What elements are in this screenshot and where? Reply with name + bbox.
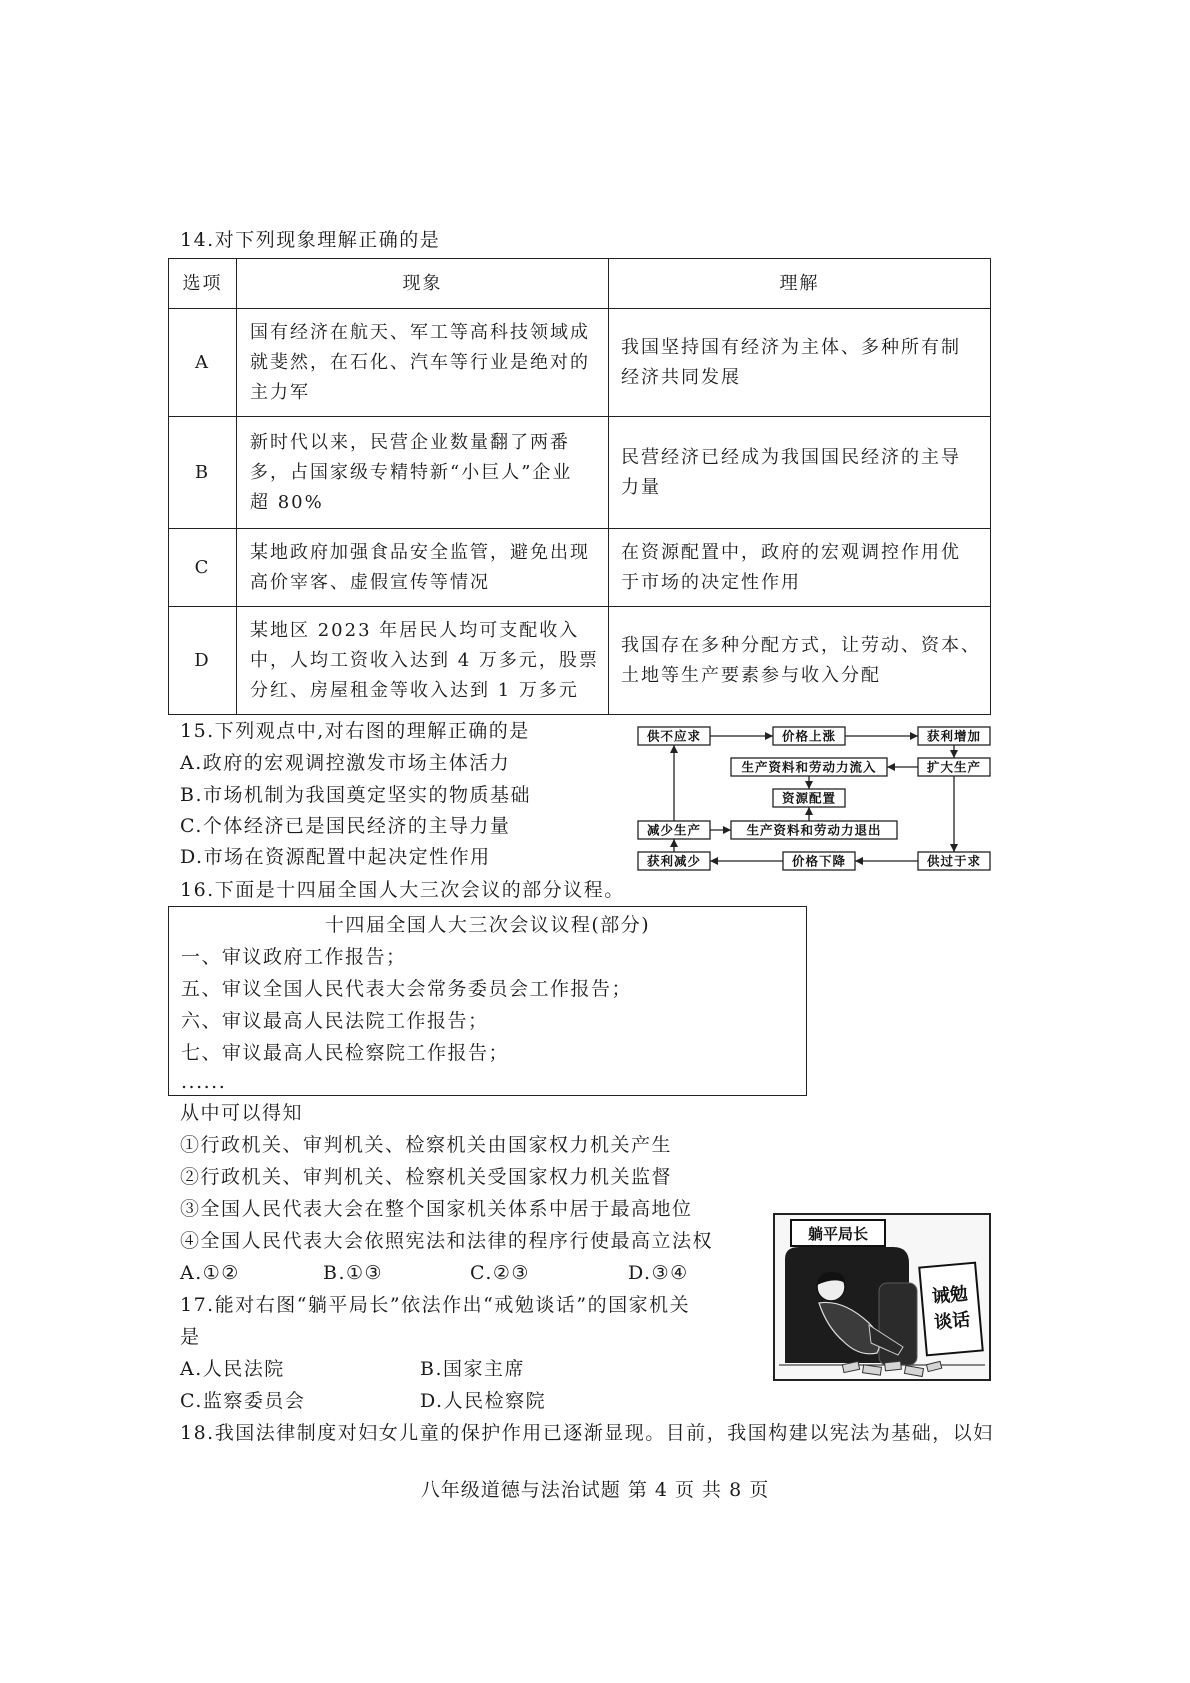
understanding-line: 我国存在多种分配方式，让劳动、资本、 bbox=[621, 634, 981, 656]
q16-option-b: B.①③ bbox=[323, 1262, 384, 1284]
q16-lead: 从中可以得知 bbox=[180, 1102, 304, 1124]
agenda-item: 七、审议最高人民检察院工作报告； bbox=[181, 1042, 510, 1064]
node-inflow-label: 生产资料和劳动力流入 bbox=[741, 759, 877, 775]
agenda-item: 五、审议全国人民代表大会常务委员会工作报告； bbox=[181, 978, 633, 1000]
q16-stem: 16.下面是十四届全国人大三次会议的部分议程。 bbox=[180, 879, 625, 901]
node-shortage-label: 供不应求 bbox=[646, 728, 702, 744]
phenomenon-cell bbox=[237, 607, 609, 715]
q17-stem-line-2: 是 bbox=[180, 1326, 201, 1348]
understanding-line: 在资源配置中，政府的宏观调控作用优 bbox=[621, 541, 961, 563]
phenomenon-cell bbox=[237, 309, 609, 417]
node-expand-label: 扩大生产 bbox=[926, 759, 982, 775]
node-outflow-label: 生产资料和劳动力退出 bbox=[746, 822, 882, 838]
phenomenon-line: 超 80% bbox=[250, 491, 324, 513]
q15-option-b: B.市场机制为我国奠定坚实的物质基础 bbox=[180, 784, 532, 806]
market-mechanism-diagram bbox=[630, 718, 995, 878]
q17-option-a: A.人民法院 bbox=[180, 1358, 285, 1380]
phenomenon-line: 新时代以来，民营企业数量翻了两番 bbox=[250, 431, 570, 453]
q17-option-c: C.监察委员会 bbox=[180, 1390, 306, 1412]
phenomenon-line: 就斐然，在石化、汽车等行业是绝对的 bbox=[250, 351, 590, 373]
header-phenomenon: 现象 bbox=[237, 259, 609, 309]
q16-option-c: C.②③ bbox=[470, 1262, 530, 1284]
understanding-line: 于市场的决定性作用 bbox=[621, 571, 801, 593]
table-row bbox=[169, 607, 991, 715]
understanding-line: 民营经济已经成为我国国民经济的主导 bbox=[621, 446, 961, 468]
node-profit-down-label: 获利减少 bbox=[646, 853, 702, 869]
q16-statement-1: ①行政机关、审判机关、检察机关由国家权力机关产生 bbox=[180, 1134, 673, 1156]
agenda-item: 六、审议最高人民法院工作报告； bbox=[181, 1010, 489, 1032]
understanding-cell bbox=[609, 309, 991, 417]
node-outflow bbox=[731, 821, 897, 839]
table-row bbox=[169, 529, 991, 607]
q15-option-a: A.政府的宏观调控激发市场主体活力 bbox=[180, 752, 511, 774]
q15-option-d: D.市场在资源配置中起决定性作用 bbox=[180, 846, 491, 868]
node-price-fall bbox=[783, 852, 855, 870]
q15-option-c: C.个体经济已是国民经济的主导力量 bbox=[180, 815, 511, 837]
option-cell: D bbox=[169, 607, 237, 715]
lying-flat-director-cartoon bbox=[773, 1213, 991, 1381]
agenda-item: 一、审议政府工作报告； bbox=[181, 946, 407, 968]
node-surplus-label: 供过于求 bbox=[926, 853, 982, 869]
q14-table bbox=[168, 258, 991, 715]
table-row bbox=[169, 417, 991, 529]
q16-option-a: A.①② bbox=[180, 1262, 240, 1284]
cartoon-sign bbox=[919, 1263, 982, 1356]
node-shortage bbox=[638, 727, 710, 745]
node-allocation bbox=[773, 789, 845, 807]
node-surplus bbox=[918, 852, 990, 870]
understanding-line: 土地等生产要素参与收入分配 bbox=[621, 664, 881, 686]
node-price-rise bbox=[773, 727, 845, 745]
node-inflow bbox=[731, 758, 887, 776]
option-cell: A bbox=[169, 309, 237, 417]
node-price-rise-label: 价格上涨 bbox=[781, 728, 837, 744]
node-allocation-label: 资源配置 bbox=[781, 790, 837, 806]
phenomenon-line: 某地区 2023 年居民人均可支配收入 bbox=[250, 619, 580, 641]
phenomenon-line: 高价宰客、虚假宣传等情况 bbox=[250, 571, 490, 593]
agenda-ellipsis: ...... bbox=[181, 1071, 227, 1093]
q16-statement-4: ④全国人民代表大会依照宪法和法律的程序行使最高立法权 bbox=[180, 1230, 714, 1252]
phenomenon-line: 多，占国家级专精特新“小巨人”企业 bbox=[250, 461, 573, 483]
phenomenon-line: 主力军 bbox=[250, 381, 310, 403]
header-option: 选项 bbox=[169, 259, 237, 309]
understanding-cell bbox=[609, 417, 991, 529]
understanding-line: 我国坚持国有经济为主体、多种所有制 bbox=[621, 336, 961, 358]
node-profit-up bbox=[918, 727, 990, 745]
q16-option-d: D.③④ bbox=[628, 1262, 689, 1284]
page-footer: 八年级道德与法治试题 第 4 页 共 8 页 bbox=[420, 1479, 770, 1501]
q15-stem: 15.下列观点中,对右图的理解正确的是 bbox=[180, 720, 530, 742]
q18-stem: 18.我国法律制度对妇女儿童的保护作用已逐渐显现。目前，我国构建以宪法为基础，以妇 bbox=[180, 1422, 994, 1444]
node-price-fall-label: 价格下降 bbox=[791, 853, 847, 869]
node-reduce bbox=[638, 821, 710, 839]
agenda-title: 十四届全国人大三次会议议程(部分) bbox=[324, 914, 651, 936]
cartoon-label: 躺平局长 bbox=[807, 1225, 869, 1243]
option-cell: C bbox=[169, 529, 237, 607]
q16-statement-2: ②行政机关、审判机关、检察机关受国家权力机关监督 bbox=[180, 1166, 673, 1188]
understanding-line: 经济共同发展 bbox=[621, 366, 741, 388]
node-profit-up-label: 获利增加 bbox=[926, 728, 982, 744]
q14-stem: 14.对下列现象理解正确的是 bbox=[180, 229, 441, 251]
cartoon-sign-line-2: 谈话 bbox=[933, 1309, 971, 1334]
phenomenon-cell bbox=[237, 417, 609, 529]
cartoon-sign-line-1: 诫勉 bbox=[930, 1283, 969, 1308]
q17-option-b: B.国家主席 bbox=[420, 1358, 526, 1380]
q17-option-d: D.人民检察院 bbox=[420, 1390, 547, 1412]
node-expand bbox=[918, 758, 990, 776]
header-understanding: 理解 bbox=[609, 259, 991, 309]
agenda-box bbox=[168, 906, 807, 1096]
phenomenon-line: 分红、房屋租金等收入达到 1 万多元 bbox=[250, 679, 579, 701]
understanding-cell bbox=[609, 529, 991, 607]
q17-stem-line-1: 17.能对右图“躺平局长”依法作出“戒勉谈话”的国家机关 bbox=[180, 1294, 691, 1316]
phenomenon-line: 国有经济在航天、军工等高科技领域成 bbox=[250, 321, 590, 343]
table-header-row bbox=[169, 259, 991, 309]
understanding-cell bbox=[609, 607, 991, 715]
node-profit-down bbox=[638, 852, 710, 870]
table-row bbox=[169, 309, 991, 417]
phenomenon-cell bbox=[237, 529, 609, 607]
understanding-line: 力量 bbox=[621, 476, 661, 498]
node-reduce-label: 减少生产 bbox=[646, 822, 702, 838]
phenomenon-line: 某地政府加强食品安全监管，避免出现 bbox=[250, 541, 590, 563]
phenomenon-line: 中，人均工资收入达到 4 万多元，股票 bbox=[250, 649, 599, 671]
q16-statement-3: ③全国人民代表大会在整个国家机关体系中居于最高地位 bbox=[180, 1198, 693, 1220]
option-cell: B bbox=[169, 417, 237, 529]
